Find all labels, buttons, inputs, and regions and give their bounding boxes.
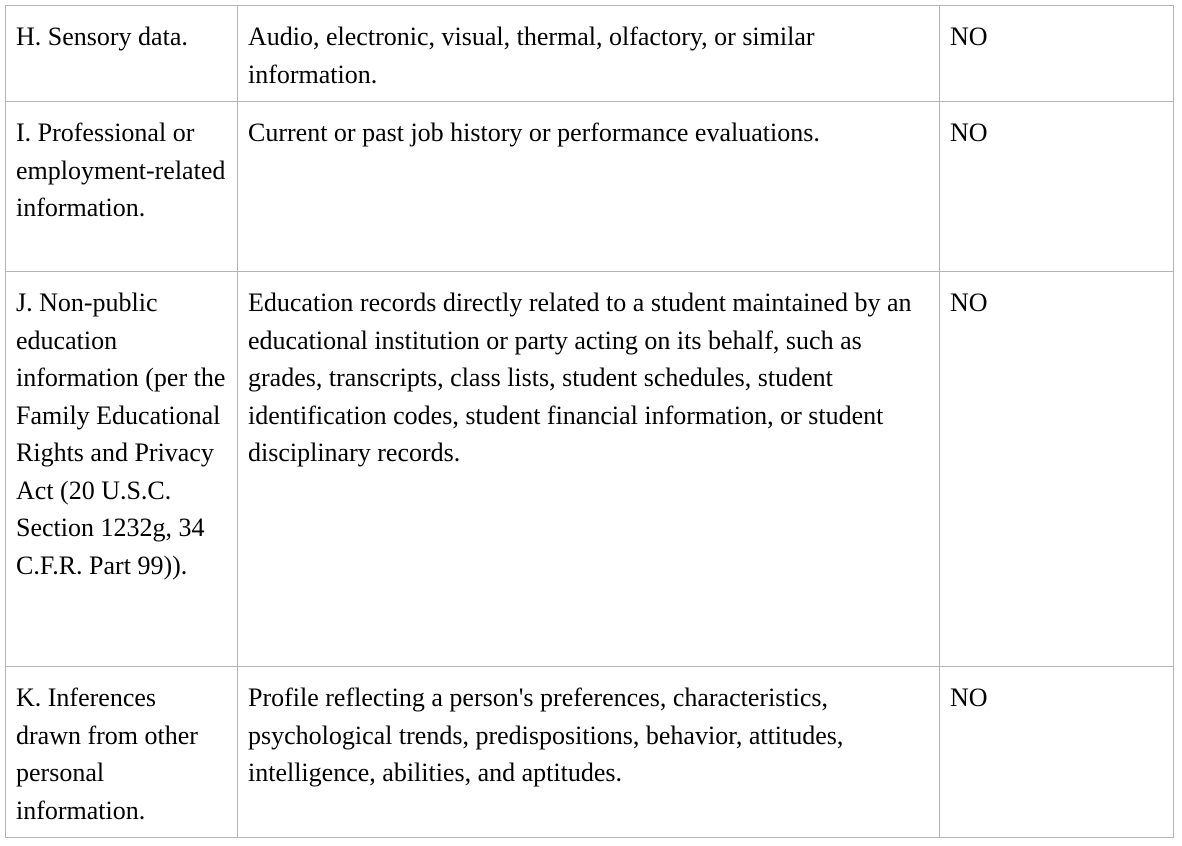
collected-cell: NO <box>940 102 1174 272</box>
table-row <box>6 102 1174 272</box>
personal-information-categories-table <box>5 5 1174 838</box>
table-row <box>6 667 1174 838</box>
collected-cell: NO <box>940 667 1174 838</box>
table-row <box>6 6 1174 102</box>
category-cell: J. Non-public education information (per the Family Educational Rights and Privacy Act (20 U.S.C. Section 1232g, 34 C.F.R. Part 99)). <box>6 272 238 667</box>
examples-cell: Current or past job history or performance evaluations. <box>238 102 940 272</box>
examples-cell: Profile reflecting a person's preferences, characteristics, psychological trends, predispositions, behavior, attitudes, intelligence, abilities, and aptitudes. <box>238 667 940 838</box>
category-cell: K. Inferences drawn from other personal information. <box>6 667 238 838</box>
collected-cell: NO <box>940 6 1174 102</box>
category-cell: I. Professional or employment-related information. <box>6 102 238 272</box>
examples-cell: Audio, electronic, visual, thermal, olfactory, or similar information. <box>238 6 940 102</box>
table-row <box>6 272 1174 667</box>
examples-cell: Education records directly related to a student maintained by an educational institution or party acting on its behalf, such as grades, transcripts, class lists, student schedules, student identification codes, student financial information, or student disciplinary records. <box>238 272 940 667</box>
category-cell: H. Sensory data. <box>6 6 238 102</box>
collected-cell: NO <box>940 272 1174 667</box>
